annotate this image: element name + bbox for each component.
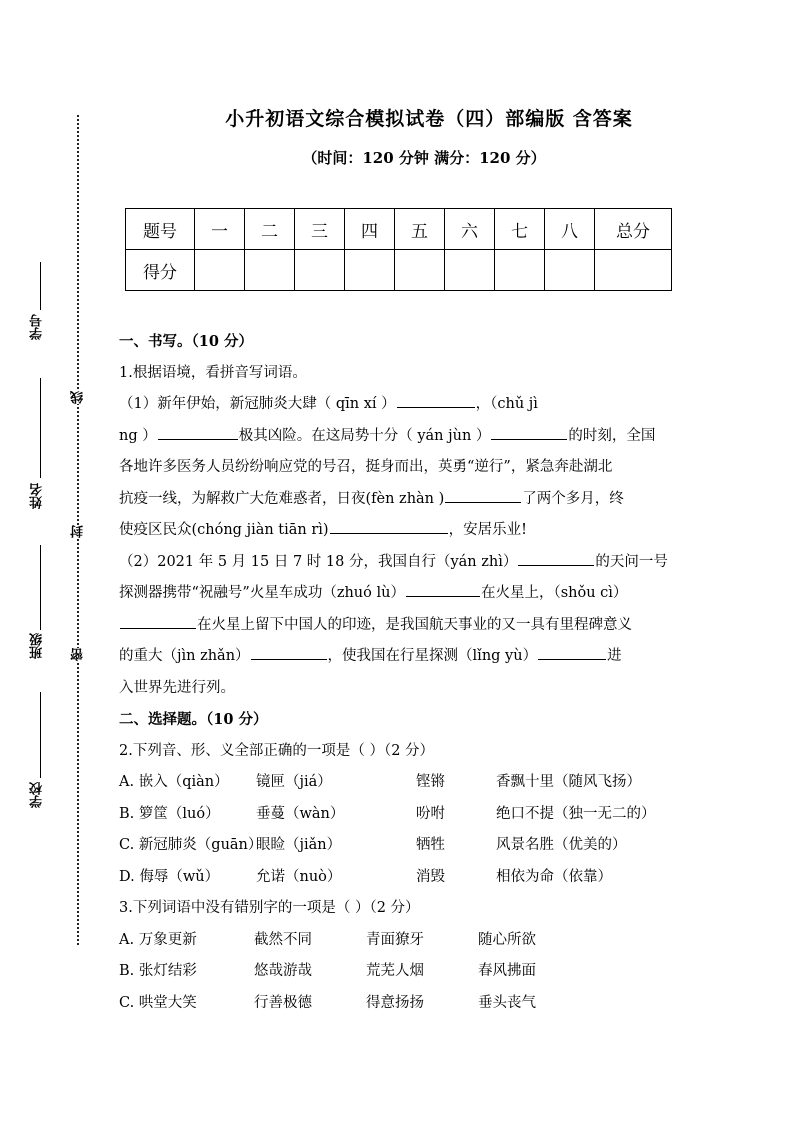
passage-text: （2）2021 年 5 月 15 日 7 时 18 分，我国自行（yán zhì）: [119, 553, 518, 570]
option-cell: 得意扬扬: [366, 994, 424, 1011]
score-input-cell[interactable]: [445, 250, 495, 291]
option-cell: 铿锵: [416, 774, 445, 790]
question-3-prompt: 3.下列词语中没有错别字的一项是（ ）（2 分）: [119, 900, 420, 916]
section-1-heading: 一、书写。（10 分）: [119, 333, 253, 350]
dense-mark: 密: [71, 648, 86, 661]
class-label: 班级: [30, 633, 45, 659]
school-label: 学校: [30, 782, 45, 808]
option-cell: 风景名胜（优美的）: [496, 837, 627, 853]
question-1-prompt: 1.根据语境，看拼音写词语。: [119, 364, 307, 381]
passage-text: 在火星上留下中国人的印迹，是我国航天事业的又一具有里程碑意义: [197, 616, 632, 633]
score-table-score-row: [126, 250, 672, 291]
answer-blank[interactable]: [397, 390, 475, 408]
score-table-header-cell: 一: [195, 209, 245, 250]
passage-text: 进: [607, 648, 622, 664]
option-cell: 镜匣（jiá）: [256, 774, 332, 790]
score-input-cell[interactable]: [245, 250, 295, 291]
option-cell: C. 哄堂大笑: [119, 994, 197, 1011]
seal-mark: 封: [71, 525, 86, 538]
option-cell: 随心所欲: [478, 931, 536, 948]
answer-blank[interactable]: [406, 579, 480, 597]
score-table-header-cell: 五: [395, 209, 445, 250]
score-input-cell[interactable]: [395, 250, 445, 291]
score-table-header-cell: 题号: [126, 209, 195, 250]
answer-blank[interactable]: [330, 516, 448, 534]
option-cell: 春风拂面: [478, 963, 536, 979]
option-cell: 悠哉游哉: [254, 963, 312, 979]
score-input-cell[interactable]: [545, 250, 595, 291]
answer-blank[interactable]: [251, 642, 327, 660]
passage-text: ，使我国在行星探测（lǐng yù）: [327, 648, 538, 664]
line-mark: 线: [71, 391, 86, 404]
option-cell: 吩咐: [416, 805, 445, 822]
score-table-header-cell: 三: [295, 209, 345, 250]
passage-2-line: [119, 610, 679, 642]
passage-text: 在火星上，（shǒu cì）: [480, 585, 628, 601]
passage-text: 探测器携带“祝融号”火星车成功（zhuó lù）: [119, 585, 405, 601]
q3-option-row[interactable]: [119, 988, 679, 1020]
passage-2-line: [119, 641, 679, 673]
passage-text: 的时刻，全国: [568, 427, 656, 444]
passage-2-line: [119, 578, 679, 610]
exam-subtitle: （时间：120 分钟 满分：120 分）: [302, 149, 546, 167]
option-cell: 荒芜人烟: [366, 963, 424, 979]
option-cell: D. 侮辱（wǔ）: [119, 868, 220, 885]
option-cell: C. 新冠肺炎（guān）: [119, 837, 263, 853]
q2-option-row[interactable]: [119, 799, 679, 831]
option-cell: B. 箩筐（luó）: [119, 805, 220, 822]
option-cell: 允诺（nuò）: [256, 868, 342, 885]
answer-blank[interactable]: [445, 485, 521, 503]
score-input-cell[interactable]: [195, 250, 245, 291]
passage-1-line: [119, 515, 679, 547]
school-blank: [40, 692, 41, 778]
q3-option-row[interactable]: [119, 925, 679, 957]
passage-text: 极其凶险。在这局势十分（ yán jùn ）: [238, 427, 491, 444]
score-table-header-row: [126, 209, 672, 250]
student-number-label: 学号: [30, 314, 45, 340]
score-table-header-cell: 七: [495, 209, 545, 250]
answer-blank[interactable]: [518, 548, 594, 566]
passage-2-line: 入世界先进行列。: [119, 679, 235, 696]
passage-1-line: [119, 421, 679, 453]
passage-text: （1）新年伊始，新冠肺炎大肆（ qīn xí ）: [119, 396, 396, 412]
score-input-cell[interactable]: [345, 250, 395, 291]
score-table-header-cell: 六: [445, 209, 495, 250]
option-cell: 牺牲: [416, 837, 445, 853]
passage-2-line: [119, 547, 679, 579]
q2-option-row[interactable]: [119, 767, 679, 799]
option-cell: 行善极德: [254, 994, 312, 1011]
q3-option-row[interactable]: [119, 956, 679, 988]
option-cell: 相依为命（依靠）: [496, 868, 612, 885]
passage-1-line: 各地许多医务人员纷纷响应党的号召，挺身而出，英勇“逆行”，紧急奔赴湖北: [119, 459, 613, 475]
exam-content: [119, 326, 679, 1019]
passage-1-line: [119, 484, 679, 516]
option-cell: B. 张灯结彩: [119, 963, 197, 979]
name-blank: [40, 378, 41, 478]
name-label: 姓名: [30, 483, 45, 509]
question-2-prompt: 2.下列音、形、义全部正确的一项是（ ）（2 分）: [119, 742, 435, 759]
score-input-cell[interactable]: [495, 250, 545, 291]
option-cell: 绝口不提（独一无二的）: [496, 805, 656, 822]
option-cell: 垂头丧气: [478, 994, 536, 1011]
score-table-header-cell: 二: [245, 209, 295, 250]
option-cell: 香飘十里（随风飞扬）: [496, 774, 641, 790]
score-table-header-cell: 四: [345, 209, 395, 250]
class-blank: [40, 545, 41, 630]
passage-text: 使疫区民众(chóng jiàn tiān rì): [119, 522, 329, 538]
answer-blank[interactable]: [538, 642, 606, 660]
answer-blank[interactable]: [158, 422, 238, 440]
score-input-cell[interactable]: [295, 250, 345, 291]
passage-text: ，安居乐业!: [448, 522, 527, 538]
passage-text: 了两个多月，终: [522, 490, 624, 507]
q2-option-row[interactable]: [119, 830, 679, 862]
passage-text: 的重大（jìn zhǎn）: [119, 648, 250, 664]
passage-1-line: [119, 389, 679, 421]
passage-text: 抗疫一线，为解救广大危难惑者，日夜(fèn zhàn ): [119, 490, 445, 507]
option-cell: 青面獠牙: [366, 931, 424, 948]
option-cell: A. 嵌入（qiàn）: [119, 774, 229, 790]
score-table: [125, 208, 672, 291]
exam-title: 小升初语文综合模拟试卷（四）部编版 含答案: [225, 108, 633, 130]
option-cell: 消毁: [416, 868, 445, 885]
passage-text: ，（chǔ jì: [475, 396, 538, 412]
passage-text: ng ）: [119, 427, 157, 444]
score-table-header-cell: 八: [545, 209, 595, 250]
option-cell: 垂蔓（wàn）: [256, 805, 345, 822]
answer-blank[interactable]: [491, 422, 567, 440]
score-input-cell[interactable]: [595, 250, 672, 291]
score-table-header-cell: 总分: [595, 209, 672, 250]
answer-blank[interactable]: [120, 611, 196, 629]
section-2-heading: 二、选择题。（10 分）: [119, 711, 268, 728]
option-cell: A. 万象更新: [119, 931, 197, 948]
passage-text: 的天问一号: [595, 553, 668, 570]
score-row-label: 得分: [126, 250, 195, 291]
student-number-blank: [40, 262, 41, 310]
option-cell: 截然不同: [254, 931, 312, 948]
option-cell: 眼睑（jiǎn）: [256, 837, 342, 853]
q2-option-row[interactable]: [119, 862, 679, 894]
